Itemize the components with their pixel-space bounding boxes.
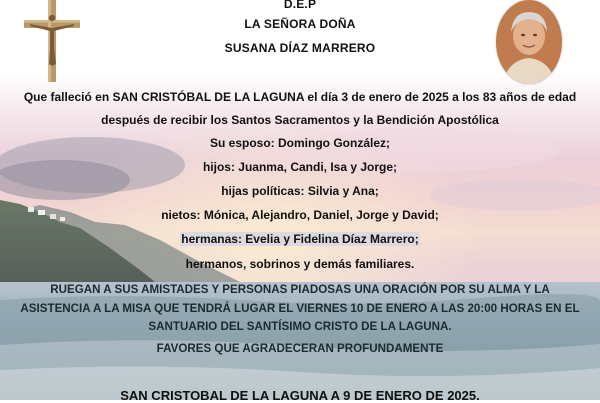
sisters-text: hermanas: Evelia y Fidelina Díaz Marrero; xyxy=(181,232,419,246)
dep-heading: D.E.P xyxy=(283,0,317,11)
title-heading: LA SEÑORA DOÑA xyxy=(244,17,356,31)
thanks-line: FAVORES QUE AGRADECERAN PROFUNDAMENTE xyxy=(156,342,444,355)
spouse-line: Su esposo: Domingo González; xyxy=(209,136,390,150)
children-line: hijos: Juanma, Candi, Isa y Jorge; xyxy=(202,160,398,174)
sisters-line xyxy=(0,232,600,246)
request-line-3: SANTUARIO DEL SANTÍSIMO CRISTO DE LA LAGUNA. xyxy=(148,320,452,333)
grandchildren-line: nietos: Mónica, Alejandro, Daniel, Jorge y David; xyxy=(161,208,439,222)
request-line-2: ASISTENCIA A LA MISA QUE TENDRÁ LUGAR EL VIERNES 10 DE ENERO A LAS 20:00 HORAS EN EL xyxy=(20,302,580,315)
request-line-1: RUEGAN A SUS AMISTADES Y PERSONAS PIADOSAS UNA ORACIÓN POR SU ALMA Y LA xyxy=(50,283,550,296)
deceased-name: SUSANA DÍAZ MARRERO xyxy=(224,41,376,55)
place-date-footer: SAN CRISTOBAL DE LA LAGUNA A 9 DE ENERO DE 2025. xyxy=(120,388,480,403)
death-notice-line: Que falleció en SAN CRISTÓBAL DE LA LAGUNA el día 3 de enero de 2025 a los 83 años de edad xyxy=(23,90,577,104)
sacraments-line: después de recibir los Santos Sacramentos y la Bendición Apostólica xyxy=(101,113,499,127)
relatives-line: hermanos, sobrinos y demás familiares. xyxy=(185,257,415,271)
daughters-in-law-line: hijas políticas: Silvia y Ana; xyxy=(221,184,379,198)
